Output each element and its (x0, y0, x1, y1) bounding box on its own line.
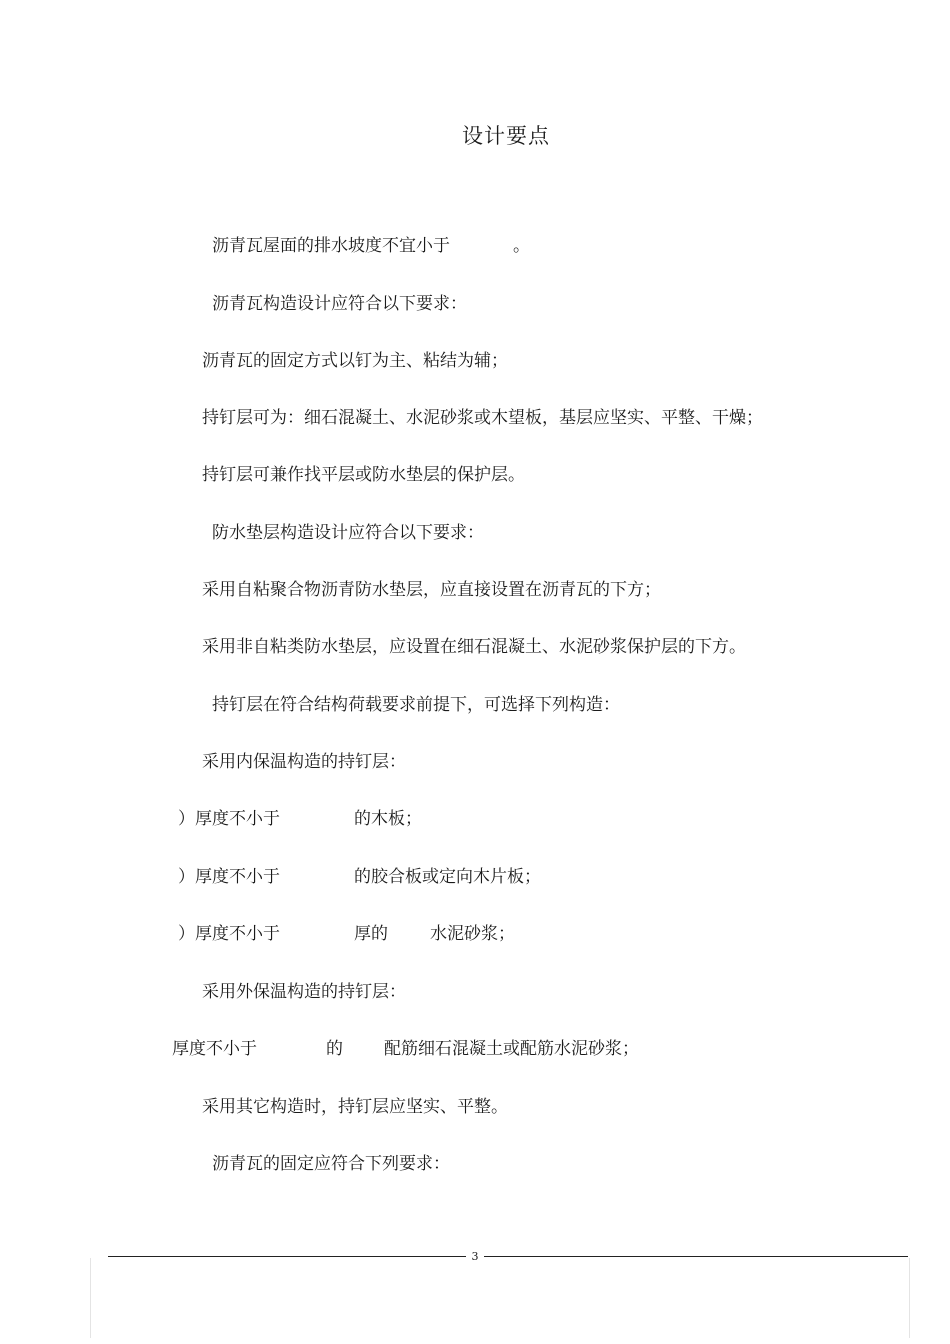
text-segment: 持钉层可为：细石混凝土、水泥砂浆或木望板，基层应坚实、平整、干燥； (202, 408, 763, 428)
text-segment: 厚的 (354, 924, 388, 944)
text-segment: 采用自粘聚合物沥青防水垫层，应直接设置在沥青瓦的下方； (202, 580, 661, 600)
text-segment: 沥青瓦屋面的排水坡度不宜小于 (212, 236, 450, 256)
text-segment: 防水垫层构造设计应符合以下要求： (212, 523, 484, 543)
text-segment: 的 (326, 1039, 343, 1059)
text-segment: 沥青瓦构造设计应符合以下要求： (212, 294, 467, 314)
text-segment: 厚度不小于 (172, 1039, 257, 1059)
footer-rule (108, 1256, 908, 1257)
document-title: 设计要点 (462, 124, 550, 148)
text-segment: 的木板； (354, 809, 422, 829)
text-segment: 沥青瓦的固定应符合下列要求： (212, 1154, 450, 1174)
page-number: 3 (466, 1251, 484, 1263)
text-segment: ）厚度不小于 (178, 924, 280, 944)
text-segment: ）厚度不小于 (178, 809, 280, 829)
paragraph-line (212, 1152, 450, 1224)
text-segment: 配筋细石混凝土或配筋水泥砂浆； (384, 1039, 639, 1059)
next-page-frame (90, 1258, 910, 1338)
text-segment: 持钉层可兼作找平层或防水垫层的保护层。 (202, 465, 525, 485)
text-segment: 采用外保温构造的持钉层： (202, 982, 406, 1002)
text-segment: 采用其它构造时，持钉层应坚实、平整。 (202, 1097, 508, 1117)
text-segment: ）厚度不小于 (178, 867, 280, 887)
text-segment: 。 (513, 236, 530, 256)
text-segment: 水泥砂浆； (430, 924, 515, 944)
text-segment: 的胶合板或定向木片板； (354, 867, 541, 887)
text-segment: 持钉层在符合结构荷载要求前提下，可选择下列构造： (212, 695, 620, 715)
text-segment: 采用非自粘类防水垫层，应设置在细石混凝土、水泥砂浆保护层的下方。 (202, 637, 746, 657)
text-segment: 沥青瓦的固定方式以钉为主、粘结为辅； (202, 351, 508, 371)
text-segment: 采用内保温构造的持钉层： (202, 752, 406, 772)
